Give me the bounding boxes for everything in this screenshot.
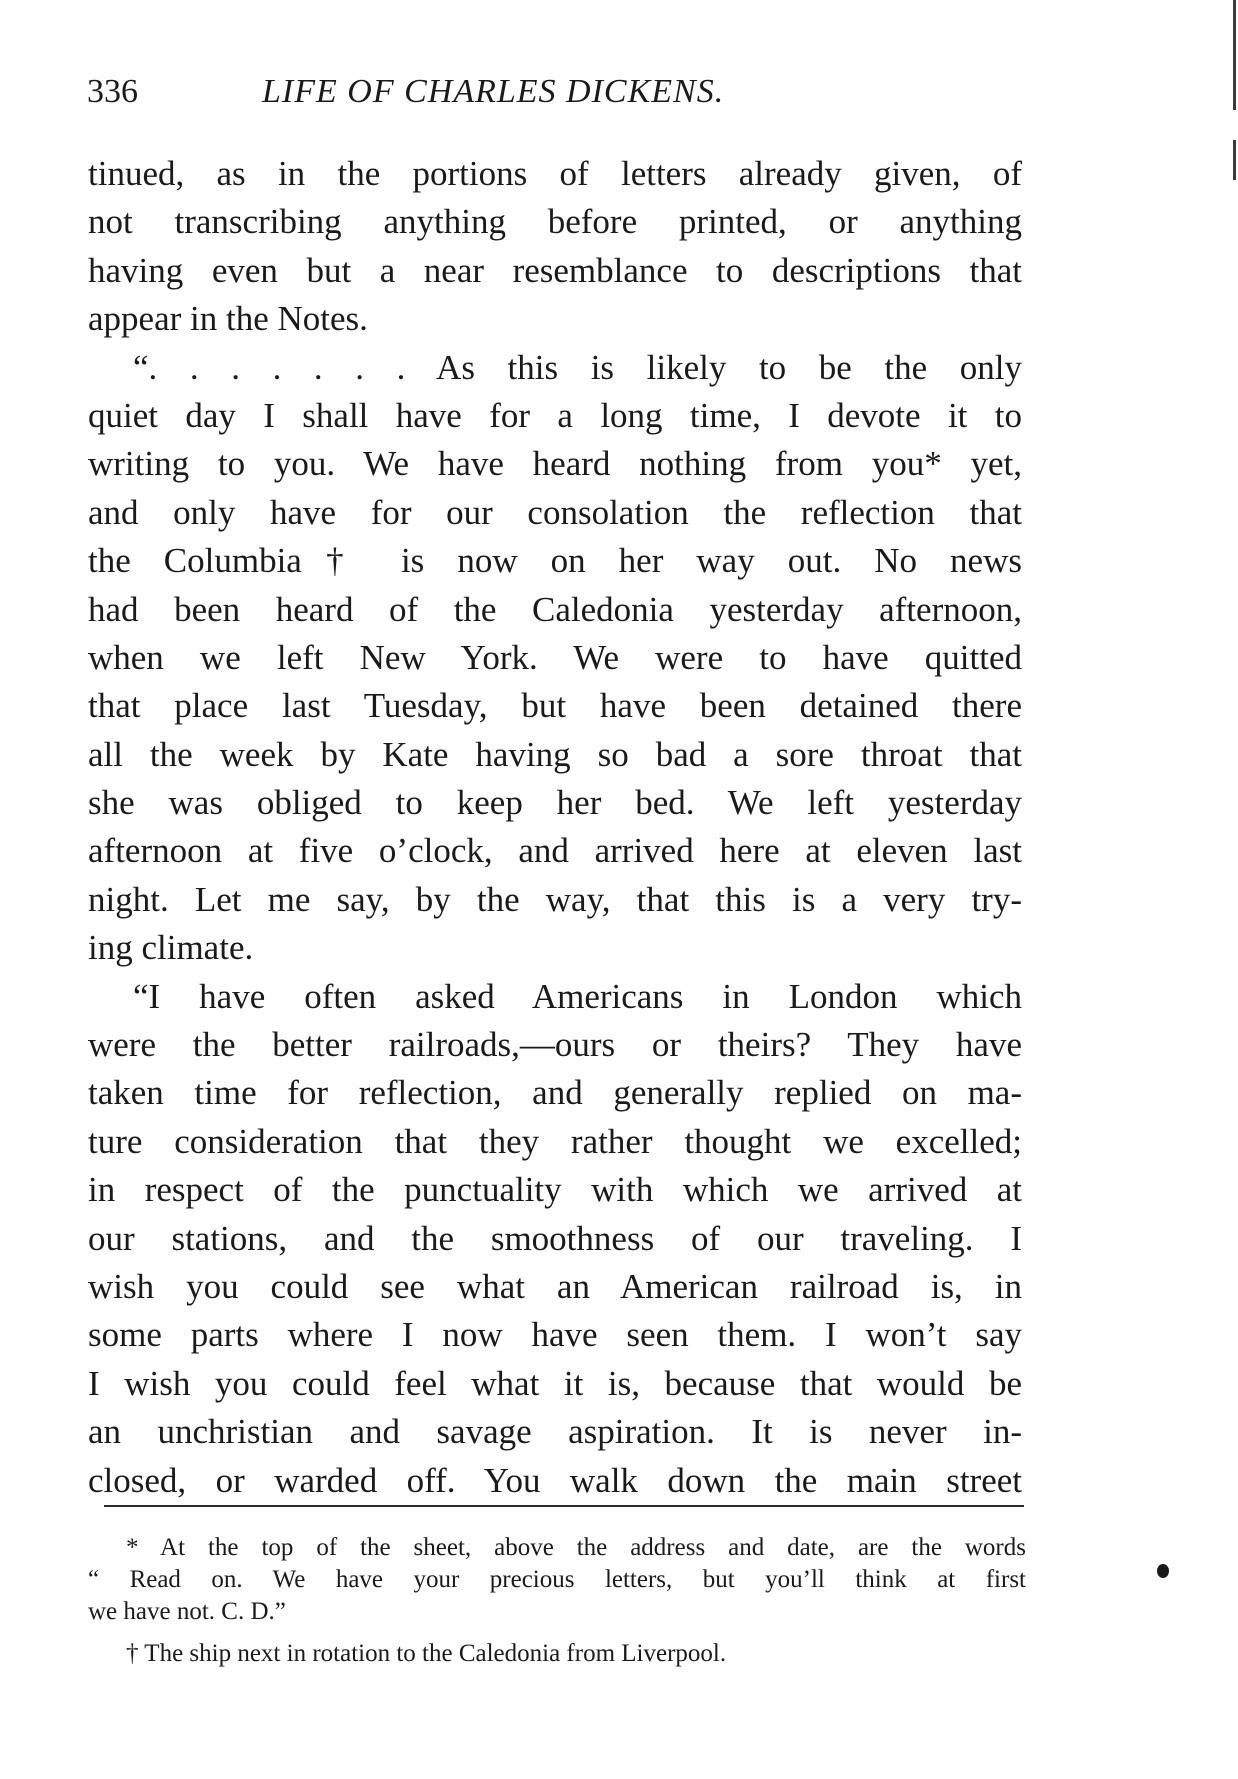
- page-edge-mark: [1233, 0, 1236, 110]
- text-line: not transcribing anything before printed, or anything: [88, 202, 1022, 242]
- text-line: appear in the Notes.: [88, 299, 368, 339]
- text-line: quiet day I shall have for a long time, I devote it to: [88, 395, 1022, 435]
- text-line: “. . . . . . . As this is likely to be the only: [133, 347, 1022, 387]
- text-line: I wish you could feel what it is, because that would be: [88, 1363, 1022, 1403]
- footnote-line: “ Read on. We have your precious letters, but you’ll think at first: [88, 1566, 1026, 1593]
- text-line: that place last Tuesday, but have been detained there: [88, 686, 1022, 726]
- text-line: tinued, as in the portions of letters already given, of: [88, 154, 1022, 193]
- text-line: writing to you. We have heard nothing from you* yet,: [88, 444, 1022, 484]
- text-line: and only have for our consolation the reflection that: [88, 492, 1022, 532]
- text-line: were the better railroads,—ours or theirs? They have: [88, 1025, 1022, 1065]
- text-line: some parts where I now have seen them. I won’t say: [88, 1315, 1022, 1355]
- text-line: the Columbia† is now on her way out. No news: [88, 541, 1022, 581]
- text-line: having even but a near resemblance to descriptions that: [88, 250, 1022, 290]
- margin-dot: [1157, 1564, 1169, 1578]
- page-edge-mark: [1233, 140, 1236, 180]
- running-head: [87, 70, 1027, 114]
- text-line: all the week by Kate having so bad a sore throat that: [88, 734, 1022, 774]
- text-line: wish you could see what an American railroad is, in: [88, 1266, 1022, 1306]
- text-line: ing climate.: [88, 928, 254, 968]
- footnote-rule: [104, 1505, 1024, 1507]
- footnote-line: * At the top of the sheet, above the address and date, are the words: [126, 1534, 1026, 1561]
- page-number: 336: [87, 73, 138, 110]
- text-line: she was obliged to keep her bed. We left yesterday: [88, 783, 1022, 823]
- running-title: LIFE OF CHARLES DICKENS.: [262, 73, 725, 110]
- footnote-line: † The ship next in rotation to the Caledonia from Liverpool.: [126, 1640, 727, 1667]
- footnote-gap: [88, 1628, 1026, 1638]
- text-line: ture consideration that they rather thought we excelled;: [88, 1121, 1022, 1161]
- body-text: [88, 150, 1022, 1505]
- text-line: our stations, and the smoothness of our traveling. I: [88, 1218, 1022, 1258]
- text-line: closed, or warded off. You walk down the main street: [88, 1460, 1022, 1500]
- text-line: in respect of the punctuality with which we arrived at: [88, 1170, 1022, 1210]
- text-line: afternoon at five o’clock, and arrived here at eleven last: [88, 831, 1022, 871]
- footnote-line: we have not. C. D.”: [88, 1598, 286, 1625]
- footnotes: [88, 1532, 1026, 1670]
- text-line: “I have often asked Americans in London which: [133, 976, 1022, 1016]
- text-line: an unchristian and savage aspiration. It is never in-: [88, 1412, 1022, 1452]
- text-line: had been heard of the Caledonia yesterday afternoon,: [88, 589, 1022, 629]
- text-line: when we left New York. We were to have quitted: [88, 637, 1022, 677]
- text-line: night. Let me say, by the way, that this is a very try-: [88, 879, 1022, 919]
- text-line: taken time for reflection, and generally replied on ma-: [88, 1073, 1022, 1113]
